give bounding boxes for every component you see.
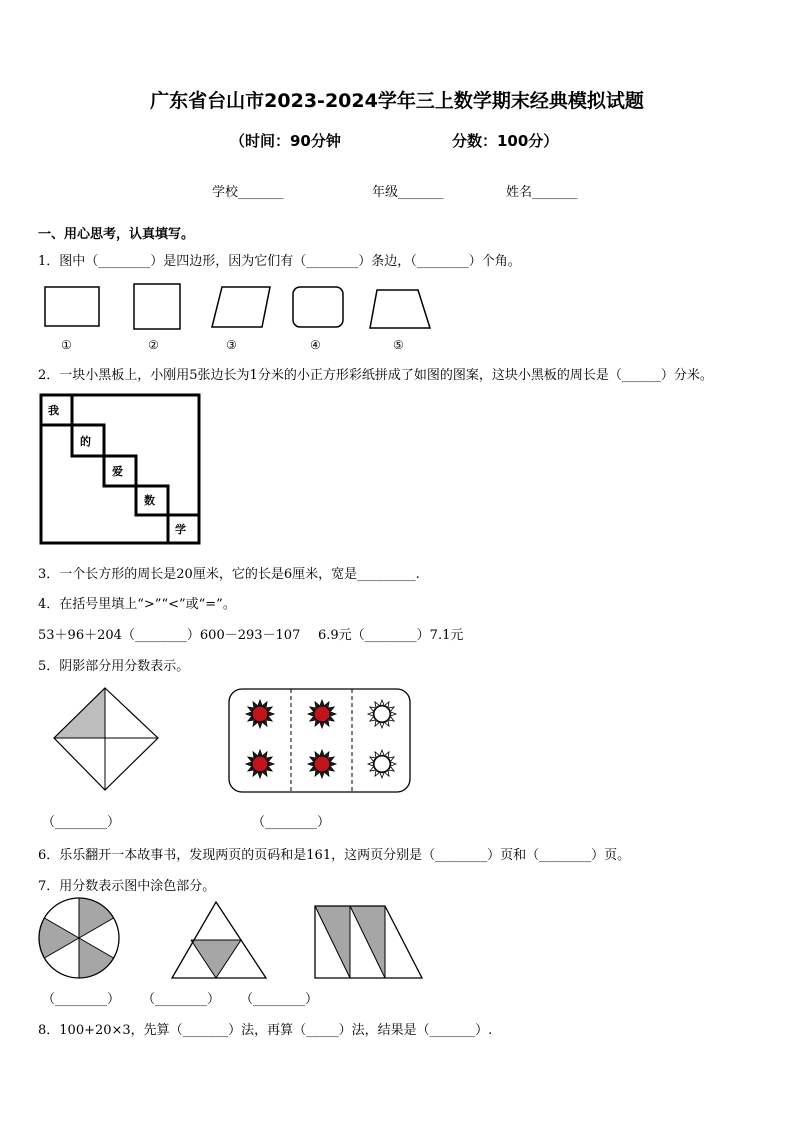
question-5: 5．阴影部分用分数表示。	[38, 659, 190, 674]
square-char-3: 爱	[112, 465, 123, 478]
compare-item-2: 6.9元（________）7.1元	[318, 628, 464, 643]
q7-blank-1: （________）	[42, 992, 121, 1007]
square-char-5: 学	[175, 523, 186, 536]
label-1: ①	[61, 338, 72, 352]
q7-blank-2: （________）	[142, 992, 221, 1007]
circle-sector-shaded-1	[79, 898, 114, 938]
question-2: 2．一块小黑板上，小刚用5张边长为1分米的小正方形彩纸拼成了如图的图案，这块小黑板的周长是（______）分米。	[38, 368, 713, 383]
triangle-shaded-part	[191, 940, 241, 978]
question-8: 8．100+20×3，先算（_______）法，再算（_____）法，结果是（_______）.	[38, 1023, 493, 1038]
label-3: ③	[226, 338, 237, 352]
q7-blank-3: （________）	[240, 992, 319, 1007]
question-4: 4．在括号里填上“>”“<”或“=”。	[38, 597, 236, 612]
compare-item-1: 53＋96＋204（________）600－293－107	[38, 628, 301, 643]
circle-sector-shaded-2	[79, 938, 114, 978]
square-char-2: 的	[80, 435, 91, 448]
label-2: ②	[148, 338, 159, 352]
question-1: 1．图中（________）是四边形，因为它们有（________）条边，（________）个角。	[38, 254, 521, 269]
q5-blank-1: （________）	[42, 815, 121, 830]
section-heading: 一、用心思考，认真填写。	[38, 227, 195, 242]
circle-sector-shaded-3	[39, 918, 79, 958]
school-field: 学校_______	[212, 185, 284, 200]
grade-field: 年级_______	[372, 185, 444, 200]
name-field: 姓名_______	[506, 185, 578, 200]
exam-time: （时间：90分钟	[230, 132, 341, 150]
square-char-4: 数	[144, 494, 155, 507]
question-7: 7．用分数表示图中涂色部分。	[38, 879, 216, 894]
question-3: 3．一个长方形的周长是20厘米，它的长是6厘米，宽是_________.	[38, 567, 420, 582]
q5-blank-2: （________）	[252, 815, 331, 830]
label-4: ④	[310, 338, 321, 352]
question-6: 6．乐乐翻开一本故事书，发现两页的页码和是161，这两页分别是（________）页和（________）页。	[38, 848, 631, 863]
label-5: ⑤	[393, 338, 404, 352]
square-char-1: 我	[48, 404, 59, 417]
exam-score: 分数：100分）	[452, 132, 559, 150]
page-title: 广东省台山市2023-2024学年三上数学期末经典模拟试题	[150, 90, 644, 112]
